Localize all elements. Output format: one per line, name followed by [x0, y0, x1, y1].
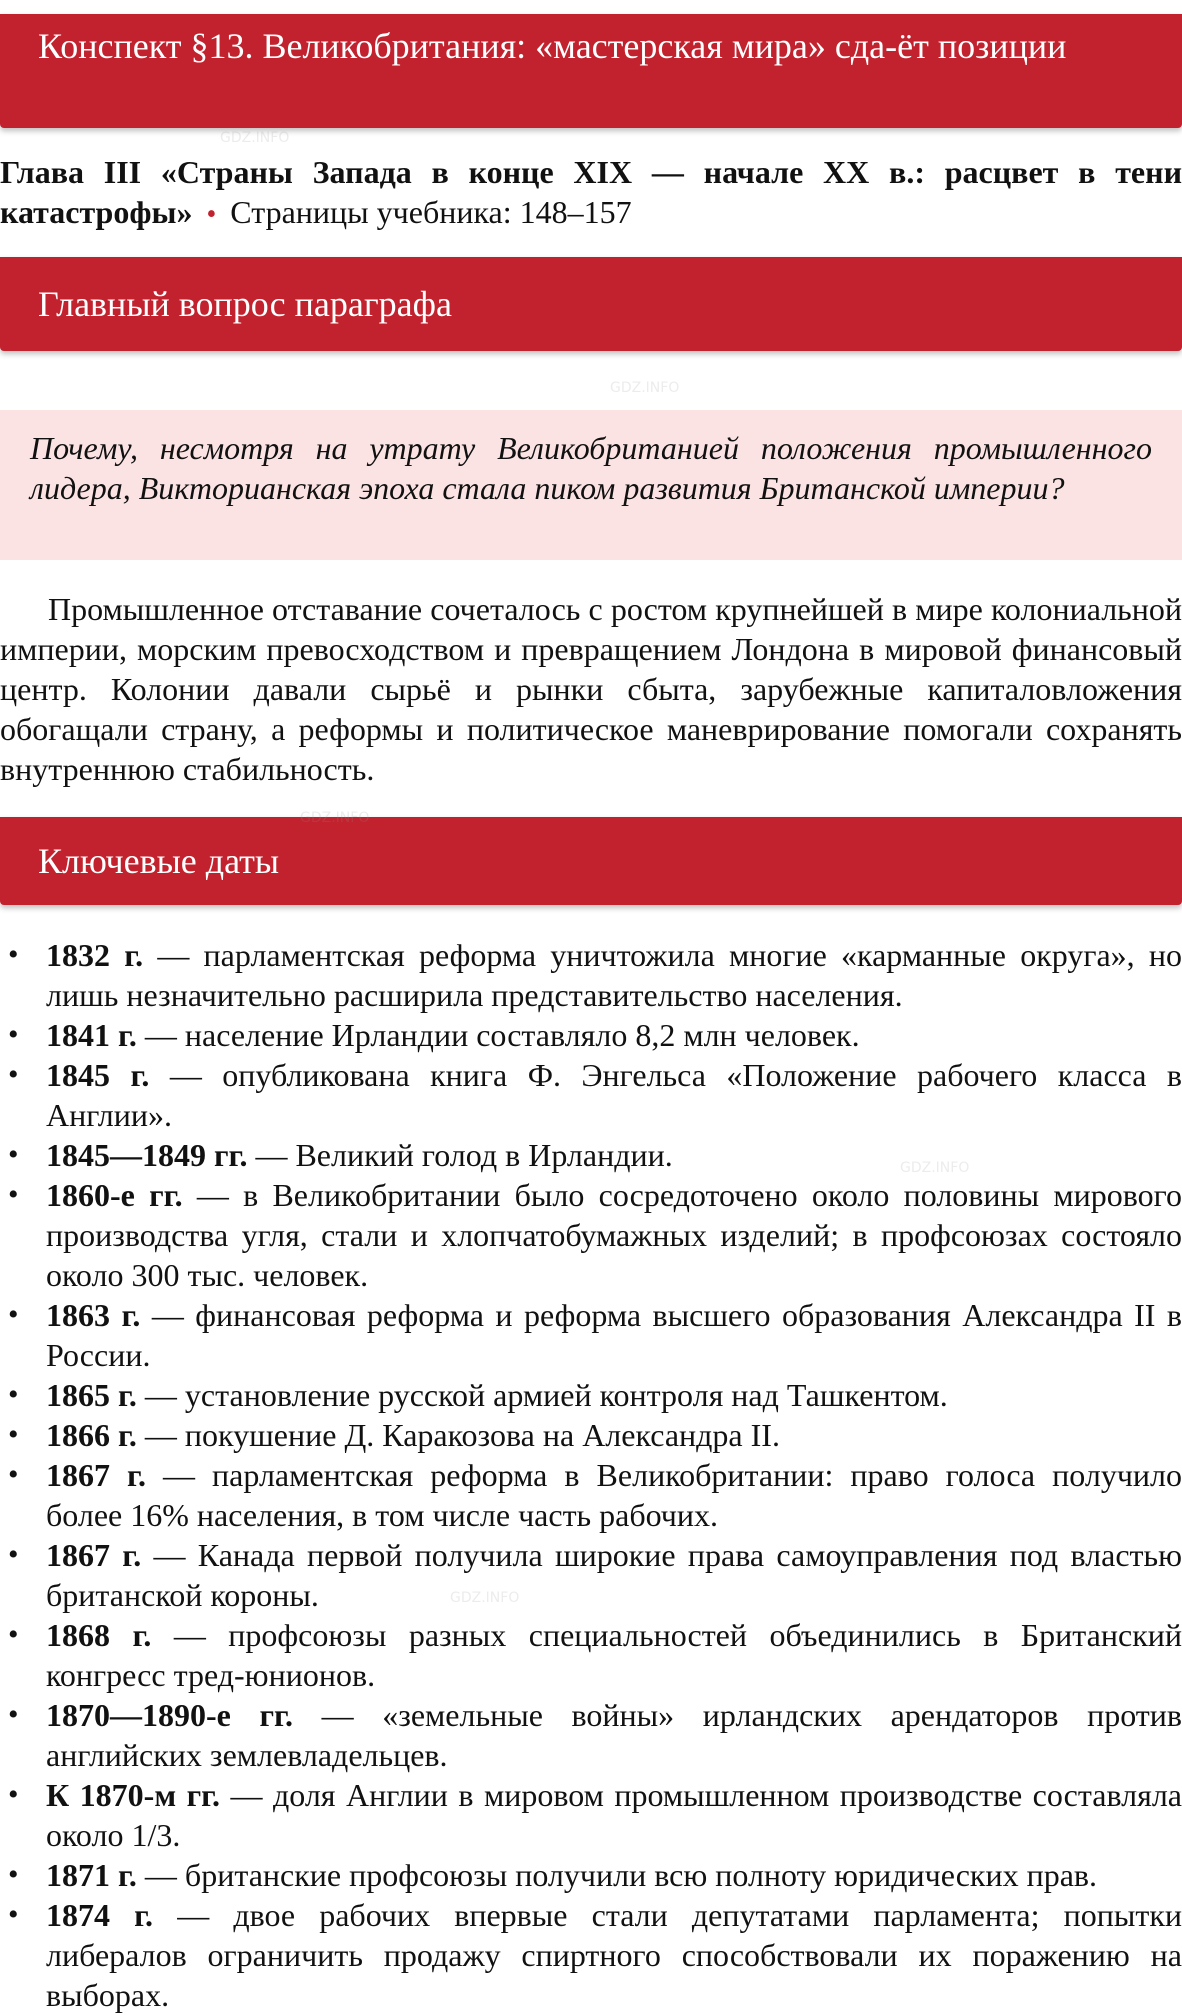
list-item [0, 1135, 1182, 1175]
key-dates-heading: Ключевые даты [38, 841, 280, 881]
bullet-icon: • [8, 1778, 19, 1811]
date-description: — установление русской армией контроля над Ташкентом. [136, 1377, 948, 1413]
bullet-icon: • [8, 1698, 19, 1731]
date-label: 1845—1849 гг. [46, 1137, 248, 1173]
date-description: — Канада первой получила широкие права самоуправления под властью британской короны. [46, 1537, 1182, 1613]
main-question-banner [0, 257, 1182, 351]
list-item [0, 1535, 1182, 1615]
date-label: 1860-е гг. [46, 1177, 183, 1213]
bullet-icon: • [8, 1018, 19, 1051]
watermark: GDZ.INFO [610, 380, 680, 396]
bullet-icon: • [8, 1058, 19, 1091]
page-title: Конспект §13. Великобритания: «мастерская мира» сда-ёт позиции [38, 26, 1067, 66]
date-description: — парламентская реформа в Великобритании: право голоса получило более 16% населения, в том числе часть рабочих. [46, 1457, 1182, 1533]
date-description: — двое рабочих впервые стали депутатами парламента; попытки либералов ограничить продажу спиртного способствовали их поражению на выборах. [46, 1897, 1182, 2013]
bullet-icon: • [8, 1898, 19, 1931]
bullet-icon: • [8, 1858, 19, 1891]
date-label: 1870—1890-е гг. [46, 1697, 293, 1733]
date-description: — финансовая реформа и реформа высшего образования Александра II в России. [46, 1297, 1182, 1373]
date-label: 1845 г. [46, 1057, 150, 1093]
bullet-icon: • [8, 1418, 19, 1451]
bullet-icon: • [8, 1618, 19, 1651]
bullet-icon: • [8, 1458, 19, 1491]
date-description: — в Великобритании было сосредоточено около половины мирового производства угля, стали и хлопчатобумажных изделий; в профсоюзах состояло около 300 тыс. человек. [46, 1177, 1182, 1293]
date-label: 1832 г. [46, 937, 144, 973]
date-description: — профсоюзы разных специальностей объединились в Британский конгресс тред-юнионов. [46, 1617, 1182, 1693]
list-item [0, 1175, 1182, 1295]
date-description: — парламентская реформа уничтожила многие «карманные округа», но лишь незначительно расширила представительство населения. [46, 937, 1182, 1013]
page-title-banner [0, 14, 1182, 128]
date-label: 1863 г. [46, 1297, 141, 1333]
main-question-text: Почему, несмотря на утрату Великобританией положения промышленного лидера, Викторианская эпоха стала пиком развития Британской империи? [30, 430, 1152, 506]
date-label: 1868 г. [46, 1617, 152, 1653]
main-question-heading: Главный вопрос параграфа [38, 284, 452, 324]
date-label: 1871 г. [46, 1857, 137, 1893]
list-item [0, 1375, 1182, 1415]
bullet-icon: • [8, 1298, 19, 1331]
watermark: GDZ.INFO [220, 130, 290, 146]
date-description: — британские профсоюзы получили всю полноту юридических прав. [136, 1857, 1098, 1893]
date-label: 1874 г. [46, 1897, 154, 1933]
date-label: 1867 г. [46, 1457, 146, 1493]
date-description: — доля Англии в мировом промышленном производстве составляла около 1/3. [46, 1777, 1182, 1853]
list-item [0, 1455, 1182, 1535]
textbook-pages: Страницы учебника: 148–157 [230, 194, 632, 230]
watermark: GDZ.INFO [900, 1160, 970, 1176]
key-dates-list [0, 935, 1182, 2015]
date-label: 1865 г. [46, 1377, 137, 1413]
bullet-icon: • [8, 1178, 19, 1211]
date-label: 1841 г. [46, 1017, 137, 1053]
list-item [0, 1615, 1182, 1695]
list-item [0, 1415, 1182, 1455]
date-label: 1866 г. [46, 1417, 137, 1453]
key-dates-banner [0, 817, 1182, 905]
date-label: К 1870-м гг. [46, 1777, 221, 1813]
main-question-box [0, 410, 1182, 560]
list-item [0, 1295, 1182, 1375]
date-description: — покушение Д. Каракозова на Александра II. [136, 1417, 780, 1453]
chapter-name: Глава III «Страны Запада в конце XIX — начале XX в.: расцвет в тени катастрофы» [0, 154, 1182, 230]
list-item [0, 1695, 1182, 1775]
date-description: — Великий голод в Ирландии. [247, 1137, 673, 1173]
watermark: GDZ.INFO [450, 1590, 520, 1606]
bullet-icon: • [8, 1538, 19, 1571]
bullet-icon: • [8, 1378, 19, 1411]
date-label: 1867 г. [46, 1537, 142, 1573]
chapter-separator-bullet: • [206, 199, 217, 230]
date-description: — население Ирландии составляло 8,2 млн человек. [136, 1017, 860, 1053]
bullet-icon: • [8, 1138, 19, 1171]
date-description: — «земельные войны» ирландских арендаторов против английских землевладельцев. [46, 1697, 1182, 1773]
list-item [0, 1015, 1182, 1055]
list-item [0, 935, 1182, 1015]
bullet-icon: • [8, 938, 19, 971]
list-item [0, 1855, 1182, 1895]
chapter-info [0, 152, 1182, 235]
list-item [0, 1775, 1182, 1855]
intro-paragraph: Промышленное отставание сочеталось с ростом крупнейшей в мире колониальной империи, морским превосходством и превращением Лондона в мировой финансовый центр. Колонии давали сырьё и рынки сбыта, зарубежные капиталовложения обогащали страну, а реформы и политическое маневрирование помогали сохранять внутреннюю стабильность. [0, 591, 1182, 787]
list-item [0, 1055, 1182, 1135]
list-item [0, 1895, 1182, 2015]
date-description: — опубликована книга Ф. Энгельса «Положение рабочего класса в Англии». [46, 1057, 1182, 1133]
